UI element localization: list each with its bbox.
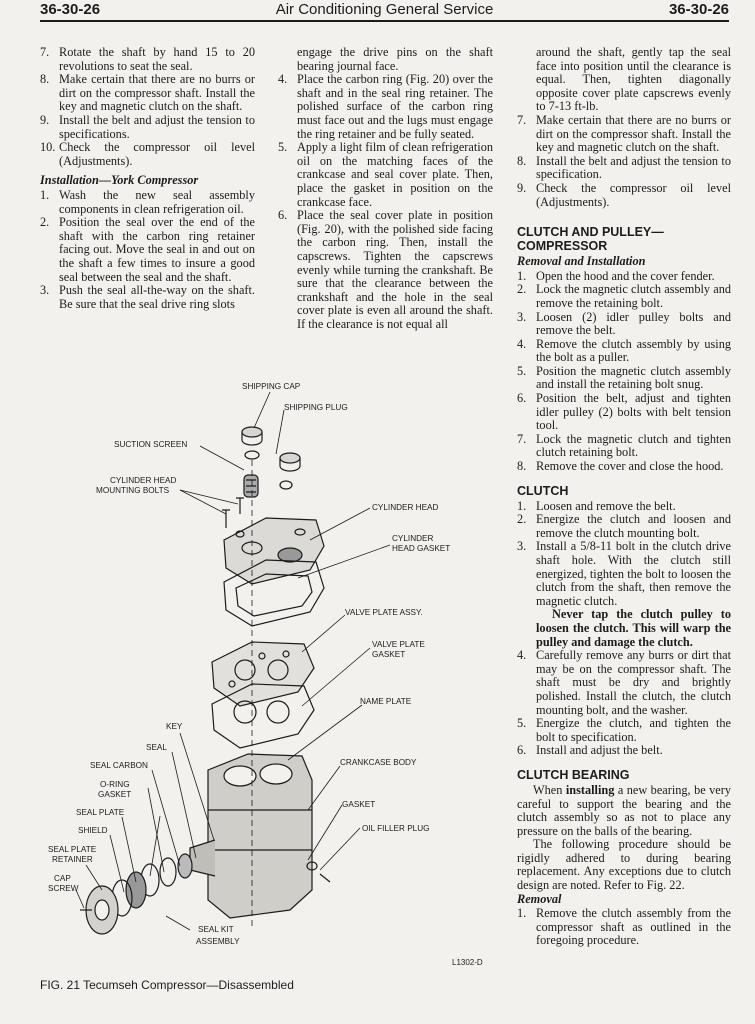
label-valve-plate-gasket: GASKET (372, 650, 406, 659)
label-gasket: GASKET (342, 800, 376, 809)
bearing-paragraph-1: When installing a new bearing, be very careful to support the bearing and the clutch assembly so as not to place any pressure on the balls of the bearing. (517, 782, 731, 838)
label-suction-screen: SUCTION SCREEN (114, 440, 188, 449)
step-item: 2. Energize the clutch and loosen and remove the clutch mounting bolt. (517, 512, 731, 540)
label-cylinder-head-bolts: MOUNTING BOLTS (96, 486, 170, 495)
bearing-paragraph-2: The following procedure should be rigidly adhered to during bearing replacement. Any exceptions due to clutch design are noted. Refer to Fig. 22. (517, 837, 731, 893)
crankcase-body-part (190, 754, 312, 918)
step-item: 5. Position the magnetic clutch assembly and install the retaining bolt snug. (517, 363, 731, 392)
compressor-exploded-diagram (40, 370, 510, 980)
step-item: 7. Lock the magnetic clutch and tighten clutch retaining bolt. (517, 431, 731, 460)
step-item: 2. Position the seal over the end of the shaft with the carbon ring retainer facing out. Move the seal in and out on the shaft a few times to insure a good seal between the seal and the shaft. (40, 215, 255, 284)
label-seal-kit-assembly: ASSEMBLY (196, 937, 240, 946)
label-cylinder-head: CYLINDER HEAD (372, 503, 439, 512)
subheading-removal: Removal (517, 891, 562, 906)
step-item: 4. Remove the clutch assembly by using the bolt as a puller. (517, 336, 731, 365)
page-number-left: 36-30-26 (40, 1, 101, 18)
figure-code: L1302-D (452, 958, 483, 967)
heading-clutch-and-pulley: CLUTCH AND PULLEY— COMPRESSOR (517, 225, 664, 254)
label-seal-kit-assembly: SEAL KIT (198, 925, 234, 934)
text-column-3 (517, 46, 731, 948)
text-column-1 (40, 46, 255, 311)
label-key: KEY (166, 722, 183, 731)
text-column-2 (278, 46, 493, 331)
head-bolt (236, 498, 244, 514)
subheading-removal-installation: Removal and Installation (517, 254, 646, 269)
page-header (40, 0, 729, 22)
label-valve-plate-gasket: VALVE PLATE (372, 640, 425, 649)
heading-clutch: CLUTCH (517, 483, 569, 498)
label-seal-carbon: SEAL CARBON (90, 761, 148, 770)
label-valve-plate: VALVE PLATE ASSY. (345, 608, 423, 617)
step-item: 7. Make certain that there are no burrs or dirt on the compressor shaft. Install the key and magnetic clutch on the shaft. (517, 112, 731, 155)
step-item: 4. Carefully remove any burrs or dirt that may be on the compressor shaft. The shaft must be dry and brightly polished. Install the clutch, the clutch mounting bolt, and the washer. (517, 648, 731, 717)
label-seal: SEAL (146, 743, 167, 752)
subheading-york-installation: Installation—York Compressor (40, 173, 199, 188)
step-item: 3. Loosen (2) idler pulley bolts and remove the belt. (517, 309, 731, 338)
step-item: 8. Remove the cover and close the hood. (517, 459, 724, 474)
label-o-ring-gasket: GASKET (98, 790, 132, 799)
step-item: 8. Install the belt and adjust the tension to specification. (517, 153, 731, 182)
step-item: 5. Energize the clutch, and tighten the bolt to specification. (517, 716, 731, 744)
step-item: 1. Remove the clutch assembly from the compressor shaft as outlined in the foregoing procedure. (517, 906, 731, 948)
label-seal-plate-retainer: RETAINER (52, 855, 93, 864)
figure-caption: FIG. 21 Tecumseh Compressor—Disassembled (40, 978, 294, 992)
continued-text: engage the drive pins on the shaft bearing journal face. (297, 45, 493, 73)
label-seal-plate-retainer: SEAL PLATE (48, 845, 97, 854)
step-item: 6. Install and adjust the belt. (517, 743, 663, 758)
label-name-plate: NAME PLATE (360, 697, 412, 706)
label-seal-plate: SEAL PLATE (76, 808, 125, 817)
step-item: 1. Loosen and remove the belt. (517, 498, 676, 513)
step-item: 9. Check the compressor oil level (Adjustments). (517, 180, 731, 209)
suction-screen-part (244, 475, 258, 497)
step-item: 6. Place the seal cover plate in position (Fig. 20), with the polished side facing the carbon ring. Then, install the capscrews. Tighten the capscrews evenly while turning the crankshaft. Be sure that the clearance between the crankshaft and the hole in the seal cover plate is even all around the shaft. If the clearance is not equal all (278, 208, 493, 331)
section-title: Air Conditioning General Service (275, 1, 494, 18)
step-item: 6. Position the belt, adjust and tighten idler pulley (2) bolts with belt tension tool. (517, 391, 731, 433)
step-item: 3. Push the seal all-the-way on the shaft. Be sure that the seal drive ring slots (40, 283, 255, 311)
step-item: 1. Open the hood and the cover fender. (517, 268, 715, 283)
label-cap-screw: CAP (54, 874, 71, 883)
label-crankcase-body: CRANKCASE BODY (340, 758, 417, 767)
label-cylinder-head-gasket: CYLINDER (392, 534, 434, 543)
continued-text: around the shaft, gently tap the seal face into position until the clearance is equal. Then, tighten diagonally opposite cover plate capscrews evenly to 7-13 ft-lb. (536, 45, 731, 114)
shipping-cap-part (242, 427, 262, 459)
step-item: 10. Check the compressor oil level (Adjustments). (40, 140, 255, 168)
step-item: 7. Rotate the shaft by hand 15 to 20 revolutions to seat the seal. (40, 45, 255, 73)
step-item: 2. Lock the magnetic clutch assembly and remove the retaining bolt. (517, 282, 731, 310)
heading-clutch-bearing: CLUTCH BEARING (517, 767, 630, 782)
label-shipping-cap: SHIPPING CAP (242, 382, 301, 391)
shipping-plug-part (280, 453, 300, 489)
step-item: 3. Install a 5/8-11 bolt in the clutch drive shaft hole. With the clutch still energized, tighten the bolt to loosen the clutch from the shaft, then remove the magnetic clutch. (517, 539, 731, 608)
steps-group (40, 189, 255, 311)
steps-group (40, 46, 255, 168)
label-o-ring-gasket: O-RING (100, 780, 130, 789)
step-item: 4. Place the carbon ring (Fig. 20) over the shaft and in the seal ring retainer. The polished surface of the carbon ring must face out and the lugs must engage the ring retainer and be fully seated. (278, 72, 493, 141)
step-item: 1. Wash the new seal assembly components in clean refrigeration oil. (40, 187, 255, 216)
label-cylinder-head-gasket: HEAD GASKET (392, 544, 451, 553)
step-item: 5. Apply a light film of clean refrigeration oil on the matching faces of the crankcase and seal cover plate. Then, place the gasket in position on the crankcase face. (278, 140, 493, 209)
step-item: 9. Install the belt and adjust the tension to specifications. (40, 112, 255, 141)
exploded-view-drawing (40, 370, 510, 980)
label-cap-screw: SCREW (48, 884, 79, 893)
label-shipping-plug: SHIPPING PLUG (284, 403, 348, 412)
step-item: 8. Make certain that there are no burrs or dirt on the compressor shaft. Install the key and magnetic clutch on the shaft. (40, 72, 255, 114)
label-cylinder-head-bolts: CYLINDER HEAD (110, 476, 177, 485)
page-number-right: 36-30-26 (668, 1, 729, 18)
label-oil-filler-plug: OIL FILLER PLUG (362, 824, 430, 833)
warning-note: Never tap the clutch pulley to loosen the clutch. This will warp the pulley and damage the clutch. (536, 607, 731, 649)
label-shield: SHIELD (78, 826, 108, 835)
